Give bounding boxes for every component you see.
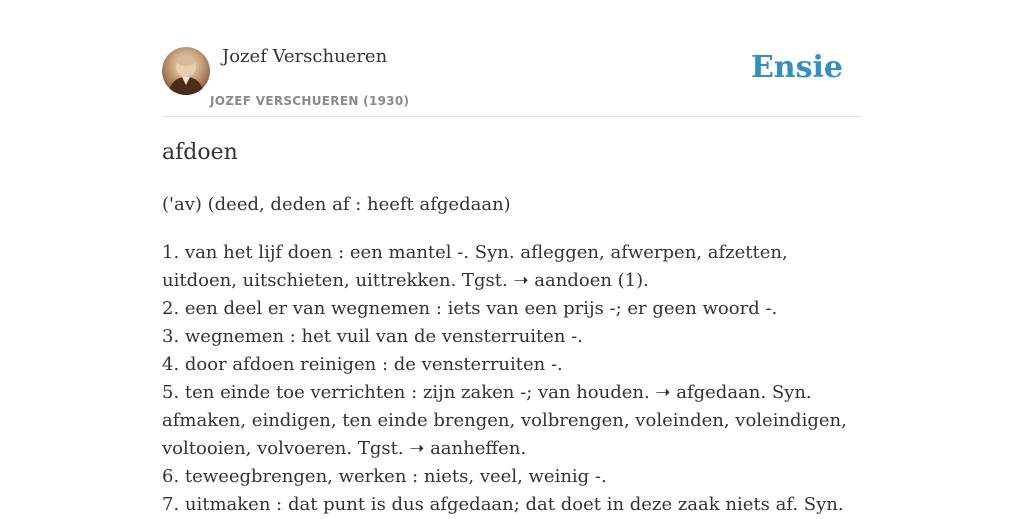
definition-list <box>162 239 862 519</box>
entry-term: afdoen <box>162 140 238 165</box>
definition-item: 6. teweegbrengen, werken : niets, veel, weinig -. <box>162 466 607 487</box>
definition-item: 4. door afdoen reinigen : de vensterruiten -. <box>162 354 563 375</box>
author-header <box>162 0 862 117</box>
definition-item: 7. uitmaken : dat punt is dus afgedaan; dat doet in deze zaak niets af. Syn. <box>162 494 844 515</box>
definition-item: 5. ten einde toe verrichten : zijn zaken -; van houden. ➝ afgedaan. Syn. afmaken, eindigen, ten einde brengen, volbrengen, voleinden, voleindigen, voltooien, volvoeren. Tgst. ➝ aanheffen. <box>162 382 847 459</box>
entry-grammar: ('av) (deed, deden af : heeft afgedaan) <box>162 194 511 215</box>
definition-item: 2. een deel er van wegnemen : iets van een prijs -; er geen woord -. <box>162 298 778 319</box>
portrait-icon <box>162 47 210 95</box>
entry-page <box>162 0 862 515</box>
ensie-logo[interactable]: Ensie <box>750 50 843 85</box>
author-source: JOZEF VERSCHUEREN (1930) <box>210 94 410 108</box>
definition-item: 1. van het lijf doen : een mantel -. Syn. afleggen, afwerpen, afzetten, uitdoen, uitschieten, uittrekken. Tgst. ➝ aandoen (1). <box>162 242 788 291</box>
definition-item: 3. wegnemen : het vuil van de vensterruiten -. <box>162 326 583 347</box>
author-avatar[interactable] <box>162 47 210 95</box>
author-name[interactable]: Jozef Verschueren <box>222 46 388 67</box>
